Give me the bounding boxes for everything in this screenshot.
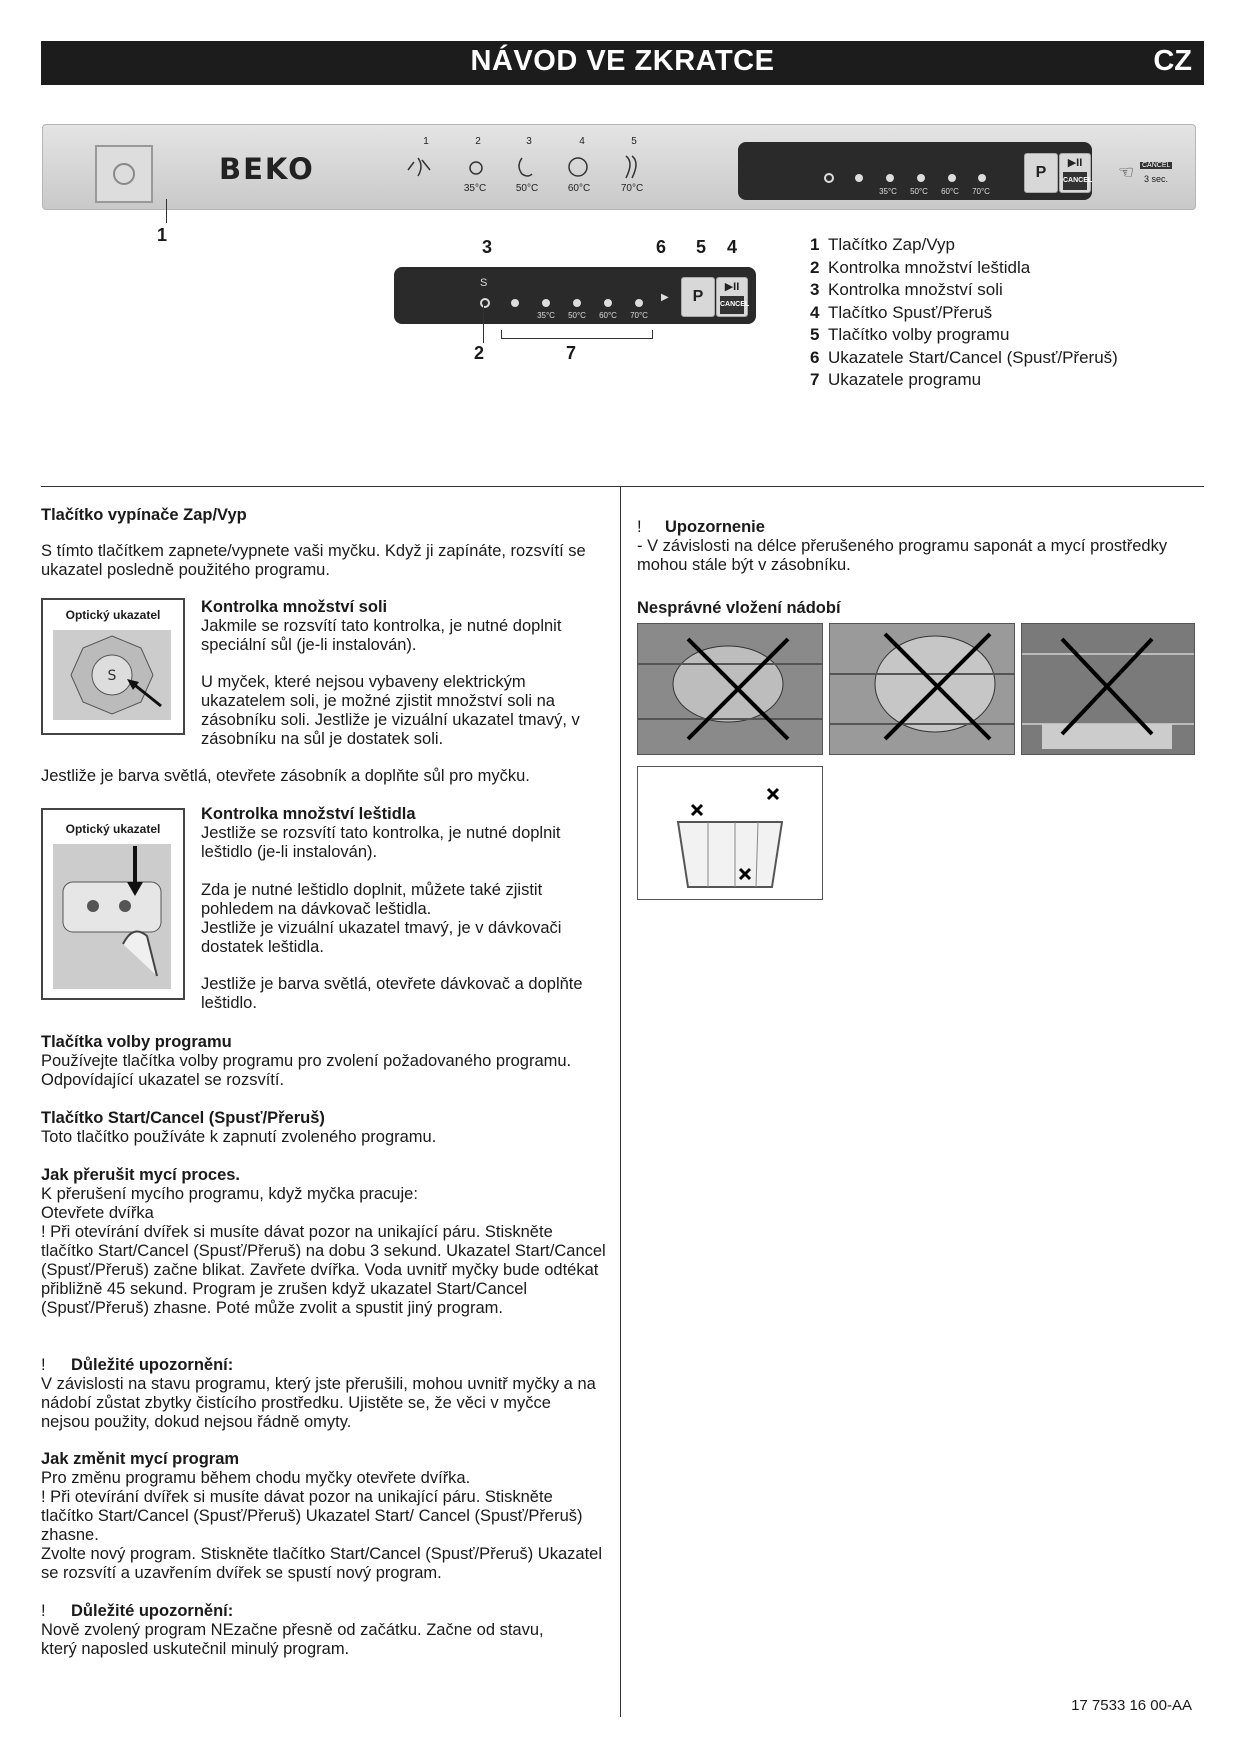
warning2-title: Důležité upozornění: bbox=[71, 1602, 234, 1620]
mini-icon bbox=[470, 162, 482, 174]
warning1-body: V závislosti na stavu programu, který jste přerušili, mohou uvnitř myčky a na nádobí zůstat zbytky čistícího prostředku. Ujistěte se, že věci v myčce nejsou použity, dokud nejsou řádně omyty. bbox=[41, 1375, 596, 1431]
page-title: NÁVOD VE ZKRATCE bbox=[470, 45, 775, 77]
section-divider bbox=[41, 486, 1204, 487]
power-button-image bbox=[95, 145, 153, 203]
salt-indicator-detail bbox=[480, 298, 490, 308]
start-title: Tlačítko Start/Cancel (Spusť/Přeruš) bbox=[41, 1109, 325, 1127]
cutlery-basket-drawing bbox=[638, 767, 822, 899]
temp-label: 50°C bbox=[910, 187, 928, 196]
quick-clean-icon bbox=[569, 158, 587, 176]
program-dot bbox=[948, 174, 956, 182]
program-dot bbox=[604, 299, 612, 307]
right-warning-title: Upozornenie bbox=[665, 518, 765, 536]
prog-body: Používejte tlačítka volby programu pro zvolení požadovaného programu. Odpovídající ukazatel se rozsvítí. bbox=[41, 1052, 572, 1089]
temp-label: 50°C bbox=[568, 311, 586, 320]
optical-label: Optický ukazatel bbox=[65, 822, 161, 836]
right-warning-body: - V závislosti na délce přerušeného programu saponát a mycí prostředky mohou stále být v zásobníku. bbox=[637, 537, 1168, 574]
legend-item: 3 Kontrolka množství soli bbox=[810, 280, 1003, 299]
salt-indicator bbox=[824, 173, 834, 183]
salt-icon: S bbox=[480, 277, 488, 289]
program-number-3: 3 bbox=[526, 136, 532, 147]
program-icons bbox=[400, 152, 660, 182]
prog-title: Tlačítka volby programu bbox=[41, 1033, 232, 1051]
temp-label: 60°C bbox=[941, 187, 959, 196]
start-label: ▶II bbox=[724, 281, 740, 293]
rinse-p3: Jestliže je vizuální ukazatel tmavý, je v dávkovači dostatek leštidla. bbox=[201, 919, 562, 956]
salt-p3: Jestliže je barva světlá, otevřete zásobník a doplňte sůl pro myčku. bbox=[41, 767, 530, 785]
legend-item: 7 Ukazatele programu bbox=[810, 370, 982, 389]
program-dot bbox=[917, 174, 925, 182]
program-dot bbox=[573, 299, 581, 307]
callout-bracket bbox=[501, 330, 653, 339]
rinse-title: Kontrolka množství leštidla bbox=[201, 805, 416, 823]
rinse-p2: Zda je nutné leštidlo doplnit, můžete také zjistit pohledem na dávkovač leštidla. bbox=[201, 881, 543, 918]
callout-5: 5 bbox=[696, 237, 707, 257]
rinse-p4: Jestliže je barva světlá, otevřete dávkovač a doplňte leštidlo. bbox=[201, 975, 583, 1012]
legend-item: 1 Tlačítko Zap/Vyp bbox=[810, 235, 955, 254]
program-number-4: 4 bbox=[579, 136, 585, 147]
temp-label: 60°C bbox=[599, 311, 617, 320]
cancel-label: CANCEL bbox=[1063, 172, 1087, 190]
program-number-1: 1 bbox=[423, 136, 429, 147]
callout-7: 7 bbox=[566, 343, 577, 363]
wrong-cutlery-basket-photo bbox=[637, 766, 823, 900]
temp-label-35: 35°C bbox=[463, 183, 487, 194]
cancel-hint-time: 3 sec. bbox=[1144, 174, 1169, 184]
program-button: P bbox=[1024, 153, 1058, 193]
legend-list bbox=[810, 234, 1118, 392]
stop-body: K přerušení mycího programu, když myčka pracuje: Otevřete dvířka ! Při otevírání dvířek si musíte dávat pozor na unikající páru. Stiskněte tlačítko Start/Cancel (Spusť/Přeruš) na dobu 3 sekund. Ukazatel Start/Cancel (Spusť/Přeruš) začne blikat. Zavřete dvířka. Voda uvnitř myčky bude odtékat přibližně 45 sekund. Program je zrušen když ukazatel Start/Cancel (Spusť/Přeruš) zhasne. Poté může zvolit a spustit jiný program. bbox=[41, 1185, 606, 1317]
callout-3: 3 bbox=[482, 237, 493, 257]
start-indicator-arrow: ▶ bbox=[661, 292, 669, 303]
start-cancel-button-detail bbox=[716, 277, 748, 317]
program-dot bbox=[978, 174, 986, 182]
legend-item: 5 Tlačítko volby programu bbox=[810, 325, 1010, 344]
brand-logo: BEKO bbox=[219, 152, 315, 186]
cancel-hint-label: CANCEL bbox=[1142, 162, 1171, 169]
right-warning-mark: ! bbox=[637, 518, 642, 536]
temp-label: 35°C bbox=[537, 311, 555, 320]
start-body: Toto tlačítko používáte k zapnutí zvoleného programu. bbox=[41, 1128, 437, 1146]
salt-p1: Jakmile se rozsvítí tato kontrolka, je nutné doplnit speciální sůl (je-li instalován). bbox=[201, 617, 562, 654]
wrong-loading-drawing bbox=[638, 624, 822, 754]
wrong-loading-photo-2 bbox=[829, 623, 1015, 755]
power-body: S tímto tlačítkem zapnete/vypnete vaši myčku. Když ji zapínáte, rozsvítí se ukazatel posledně použitého programu. bbox=[41, 542, 586, 579]
title-bar bbox=[41, 41, 1204, 85]
callout-2: 2 bbox=[474, 343, 485, 363]
callout-4: 4 bbox=[727, 237, 738, 257]
prewash-icon bbox=[408, 158, 430, 176]
intensive-icon bbox=[626, 156, 636, 178]
callout-line bbox=[166, 199, 167, 223]
document-code: 17 7533 16 00-AA bbox=[1071, 1697, 1192, 1714]
eco-icon bbox=[519, 158, 532, 176]
legend-item: 2 Kontrolka množství leštidla bbox=[810, 257, 1031, 277]
stop-title: Jak přerušit mycí proces. bbox=[41, 1166, 241, 1184]
callout-6: 6 bbox=[656, 237, 667, 257]
start-cancel-button bbox=[1059, 153, 1091, 193]
program-dot bbox=[886, 174, 894, 182]
start-label: ▶II bbox=[1067, 157, 1083, 169]
callout-line bbox=[483, 305, 484, 343]
column-divider bbox=[620, 487, 621, 1717]
wrong-loading-drawing bbox=[830, 624, 1014, 754]
program-dot bbox=[855, 174, 863, 182]
cancel-label: CANCEL bbox=[720, 296, 744, 314]
optical-label: Optický ukazatel bbox=[65, 608, 161, 622]
salt-cap-photo bbox=[53, 630, 171, 720]
wrong-loading-drawing bbox=[1022, 624, 1194, 754]
program-dot bbox=[542, 299, 550, 307]
wrong-loading-photo-1 bbox=[637, 623, 823, 755]
hand-press-icon: ☜ bbox=[1118, 162, 1135, 182]
change-body: Pro změnu programu během chodu myčky otevřete dvířka. ! Při otevírání dvířek si musíte dávat pozor na unikající páru. Stiskněte tlačítko Start/Cancel (Spusť/Přeruš) Ukazatel Start/ Cancel (Spusť/Přeruš) zhasne. Zvolte nový program. Stiskněte tlačítko Start/Cancel (Spusť/Přeruš) Ukazatel se rozsvítí a uzavřením dvířek se spustí nový program. bbox=[41, 1469, 602, 1582]
program-number-2: 2 bbox=[475, 136, 481, 147]
rinse-p1: Jestliže se rozsvítí tato kontrolka, je nutné doplnit leštidlo (je-li instalován). bbox=[201, 824, 561, 861]
legend-item: 6 Ukazatele Start/Cancel (Spusť/Přeruš) bbox=[810, 347, 1118, 367]
program-dot bbox=[635, 299, 643, 307]
temp-label-50: 50°C bbox=[515, 183, 539, 194]
rinse-dispenser-drawing bbox=[53, 844, 171, 989]
rinse-dispenser-photo bbox=[53, 844, 171, 989]
wrong-loading-photo-3 bbox=[1021, 623, 1195, 755]
warning2-mark: ! bbox=[41, 1602, 46, 1620]
power-title: Tlačítko vypínače Zap/Vyp bbox=[41, 506, 247, 524]
temp-label-70: 70°C bbox=[620, 183, 644, 194]
legend-item: 4 Tlačítko Spusť/Přeruš bbox=[810, 302, 993, 322]
language-code: CZ bbox=[1153, 45, 1192, 77]
temp-label: 35°C bbox=[879, 187, 897, 196]
warning1-mark: ! bbox=[41, 1356, 46, 1374]
temp-label: 70°C bbox=[630, 311, 648, 320]
temp-label-60: 60°C bbox=[567, 183, 591, 194]
svg-text:S: S bbox=[107, 668, 117, 684]
callout-1: 1 bbox=[157, 225, 168, 245]
warning1-title: Důležité upozornění: bbox=[71, 1356, 234, 1374]
rinse-indicator-detail bbox=[511, 299, 519, 307]
warning2-body: Nově zvolený program NEzačne přesně od začátku. Začne od stavu, který naposled uskutečnil minulý program. bbox=[41, 1621, 544, 1658]
temp-label: 70°C bbox=[972, 187, 990, 196]
change-title: Jak změnit mycí program bbox=[41, 1450, 240, 1468]
program-number-5: 5 bbox=[631, 136, 637, 147]
rinse-indicator-image bbox=[41, 808, 185, 1000]
program-button-detail: P bbox=[681, 277, 715, 317]
salt-indicator-image bbox=[41, 598, 185, 735]
salt-title: Kontrolka množství soli bbox=[201, 598, 388, 616]
salt-cap-drawing bbox=[53, 630, 171, 720]
salt-p2: U myček, které nejsou vybaveny elektrickým ukazatelem soli, je možné zjistit množství soli na zásobníku soli. Jestliže je vizuální ukazatel tmavý, v zásobníku na sůl je dostatek soli. bbox=[201, 673, 580, 748]
wrong-loading-title: Nesprávné vložení nádobí bbox=[637, 599, 841, 617]
